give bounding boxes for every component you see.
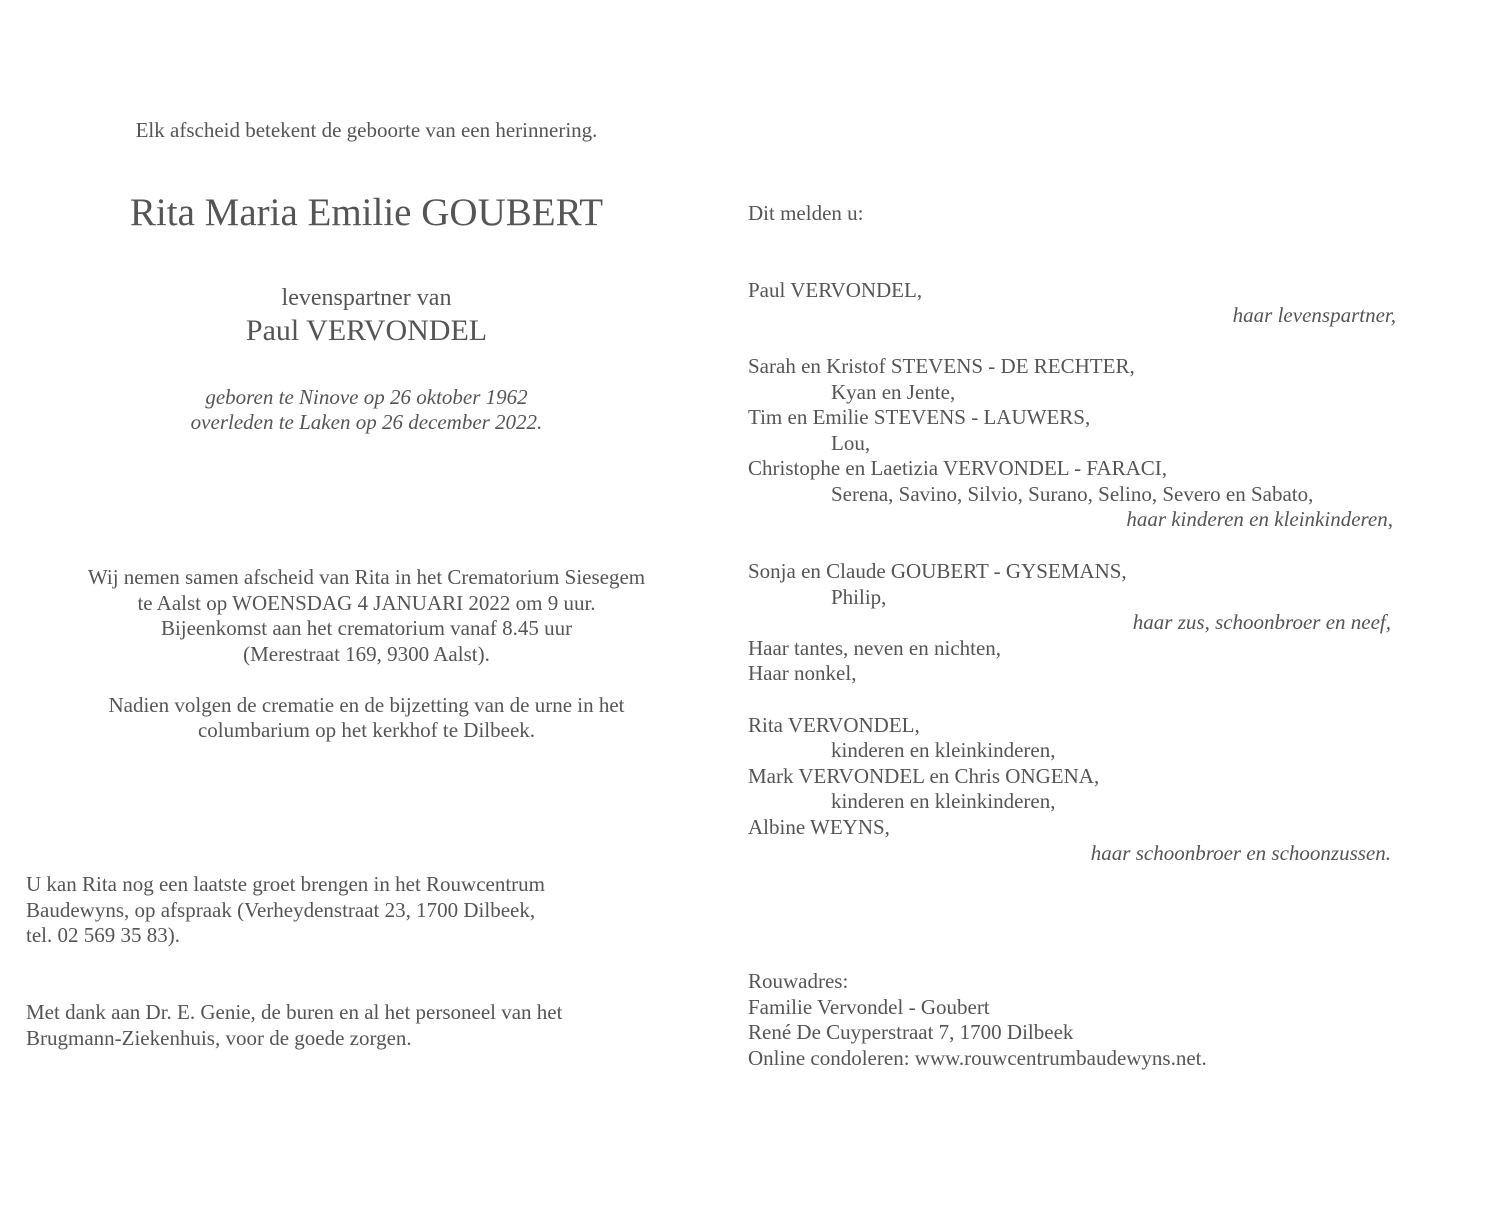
family-line: Christophe en Laetizia VERVONDEL - FARACI, xyxy=(748,456,1168,480)
born-line: geboren te Ninove op 26 oktober 1962 xyxy=(205,385,528,409)
family-line: Sonja en Claude GOUBERT - GYSEMANS, xyxy=(748,559,1127,583)
family-line: Mark VERVONDEL en Chris ONGENA, xyxy=(748,764,1100,788)
thanks-line: Brugmann-Ziekenhuis, voor de goede zorgen. xyxy=(26,1026,412,1050)
family-line: Albine WEYNS, xyxy=(748,815,890,839)
family-line: Serena, Savino, Silvio, Surano, Selino, Severo en Sabato, xyxy=(831,482,1314,506)
address-family: Familie Vervondel - Goubert xyxy=(748,995,990,1019)
family-line: Lou, xyxy=(831,431,871,455)
family-role: haar schoonbroer en schoonzussen. xyxy=(1090,841,1391,865)
family-line: Haar tantes, neven en nichten, xyxy=(748,636,1002,660)
thanks-line: Met dank aan Dr. E. Genie, de buren en al het personeel van het xyxy=(26,1000,563,1024)
ceremony-line: (Merestraat 169, 9300 Aalst). xyxy=(243,642,490,666)
family-role: haar kinderen en kleinkinderen, xyxy=(1126,507,1393,531)
visit-line: Baudewyns, op afspraak (Verheydenstraat 23, 1700 Dilbeek, xyxy=(26,898,536,922)
family-line: Haar nonkel, xyxy=(748,661,857,685)
after-line: columbarium op het kerkhof te Dilbeek. xyxy=(197,718,536,742)
partner-name: Paul VERVONDEL xyxy=(245,314,488,347)
ceremony-line: te Aalst op WOENSDAG 4 JANUARI 2022 om 9 uur. xyxy=(137,591,596,615)
ceremony-line: Wij nemen samen afscheid van Rita in het Crematorium Siesegem xyxy=(87,565,646,589)
died-line: overleden te Laken op 26 december 2022. xyxy=(190,410,543,434)
after-line: Nadien volgen de crematie en de bijzetting van de urne in het xyxy=(108,693,625,717)
family-line: Philip, xyxy=(831,585,887,609)
address-street: René De Cuyperstraat 7, 1700 Dilbeek xyxy=(748,1020,1074,1044)
visit-line: U kan Rita nog een laatste groet brengen in het Rouwcentrum xyxy=(26,872,546,896)
family-line: Rita VERVONDEL, xyxy=(748,713,920,737)
deceased-name: Rita Maria Emilie GOUBERT xyxy=(129,191,604,234)
announce-intro: Dit melden u: xyxy=(748,201,864,225)
family-line: kinderen en kleinkinderen, xyxy=(831,738,1056,762)
family-line: Tim en Emilie STEVENS - LAUWERS, xyxy=(748,405,1091,429)
visit-line: tel. 02 569 35 83). xyxy=(26,923,180,947)
family-line: Sarah en Kristof STEVENS - DE RECHTER, xyxy=(748,354,1135,378)
ceremony-line: Bijeenkomst aan het crematorium vanaf 8.45 uur xyxy=(160,616,573,640)
online-condolence: Online condoleren: www.rouwcentrumbaudewyns.net. xyxy=(748,1046,1207,1070)
family-line: kinderen en kleinkinderen, xyxy=(831,789,1056,813)
family-role: haar zus, schoonbroer en neef, xyxy=(1132,610,1391,634)
address-label: Rouwadres: xyxy=(748,969,849,993)
family-line: Kyan en Jente, xyxy=(831,380,956,404)
family-role: haar levenspartner, xyxy=(1232,303,1396,327)
quote: Elk afscheid betekent de geboorte van een herinnering. xyxy=(135,118,598,142)
family-line: Paul VERVONDEL, xyxy=(748,278,923,302)
partner-intro: levenspartner van xyxy=(281,285,452,311)
